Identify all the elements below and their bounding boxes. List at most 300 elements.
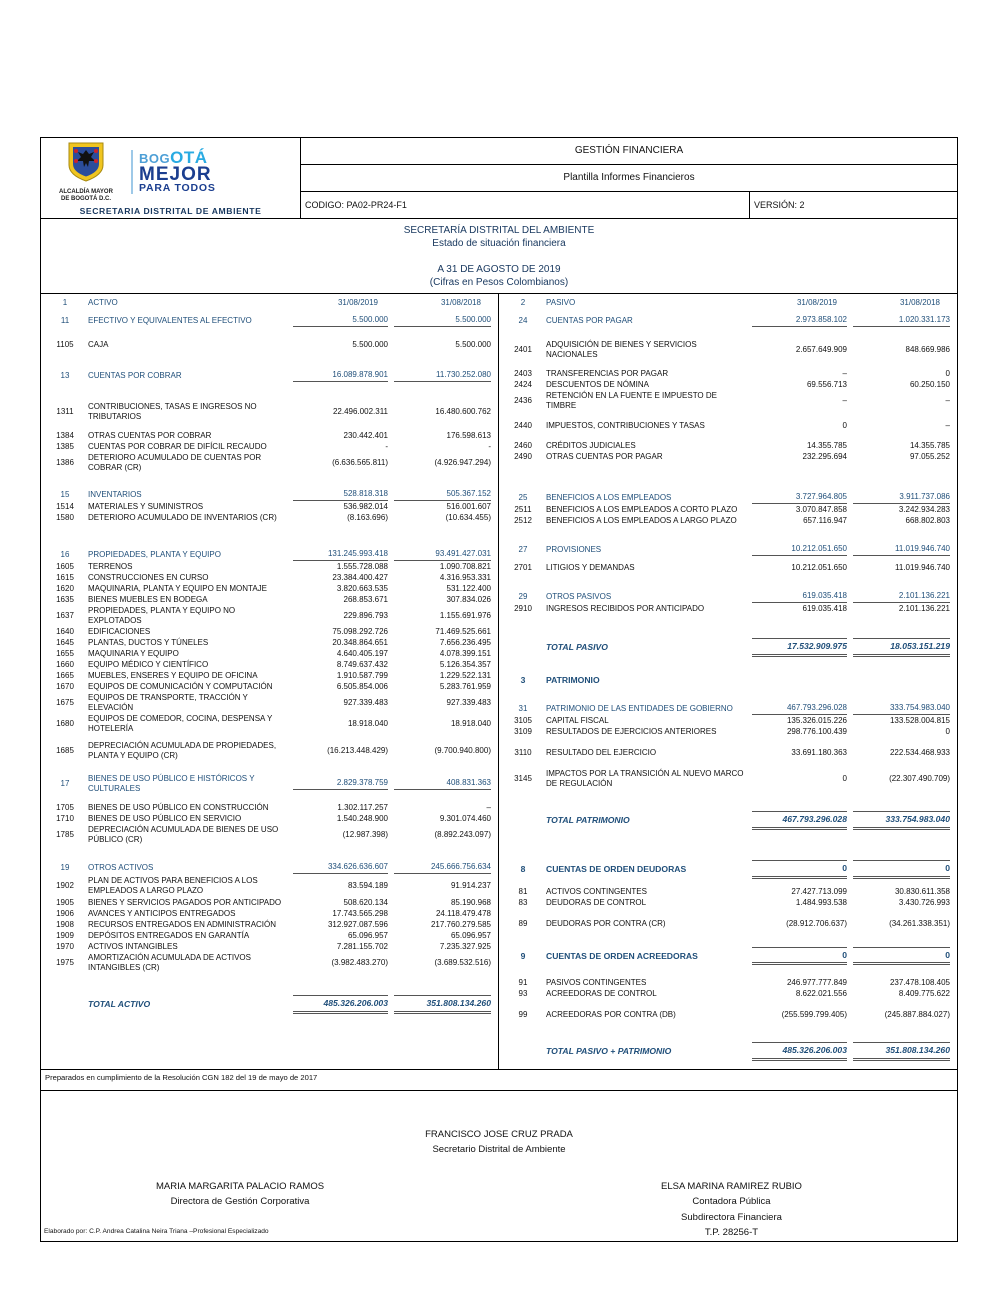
value-2018: 31/08/2018 <box>899 297 940 307</box>
account-code: 2401 <box>514 344 532 354</box>
account-label: ACTIVO <box>88 297 118 307</box>
value-2019: 0 <box>842 774 847 784</box>
table-row <box>48 513 491 523</box>
account-code: 1785 <box>56 829 74 839</box>
activo-column <box>41 294 499 1069</box>
account-label: RESULTADOS DE EJERCICIOS ANTERIORES <box>546 727 717 737</box>
title-entity: SECRETARÍA DISTRITAL DEL AMBIENTE <box>403 224 595 236</box>
account-label: RETENCIÓN EN LA FUENTE E IMPUESTO DE TIMBRE <box>546 390 717 410</box>
value-2018: 133.528.004.815 <box>889 716 950 726</box>
account-label: DEPRECIACIÓN ACUMULADA DE BIENES DE USO PÚBLICO (CR) <box>88 824 279 844</box>
logo-cell <box>41 138 301 218</box>
account-code: 3110 <box>514 748 532 758</box>
account-label: ADQUISICIÓN DE BIENES Y SERVICIOS NACIONALES <box>546 339 697 359</box>
value-2018: 7.235.327.925 <box>439 941 491 951</box>
value-2018: 5.500.000 <box>455 339 491 349</box>
value-2018: (4.926.947.294) <box>434 457 491 467</box>
account-code: 11 <box>60 315 70 325</box>
account-label: BENEFICIOS A LOS EMPLEADOS <box>546 492 672 502</box>
value-2019: 20.348.864.651 <box>332 637 388 647</box>
account-label: EQUIPOS DE COMEDOR, COCINA, DESPENSA Y HOTELERÍA <box>88 713 273 733</box>
table-row <box>48 693 491 713</box>
table-row <box>48 909 491 919</box>
table-row <box>48 803 491 813</box>
account-code: 16 <box>60 549 70 559</box>
statement-title-block <box>41 219 957 294</box>
table-row <box>48 825 491 845</box>
table-row <box>48 442 491 452</box>
account-code: 1615 <box>56 572 74 582</box>
account-code: 2460 <box>514 440 532 450</box>
value-2019: 657.116.947 <box>803 515 847 525</box>
account-code: 1514 <box>56 501 74 511</box>
alcaldia-logo <box>47 141 125 203</box>
table-row <box>48 920 491 930</box>
table-row <box>48 638 491 648</box>
account-code: 1902 <box>56 880 74 890</box>
account-label: EQUIPOS DE COMUNICACIÓN Y COMPUTACIÓN <box>88 681 273 691</box>
account-code: 2424 <box>514 379 532 389</box>
value-2019: 8.622.021.556 <box>795 989 847 999</box>
pasivo-column <box>499 294 957 1069</box>
value-2018: 307.834.026 <box>446 594 491 604</box>
table-row <box>506 505 950 515</box>
value-2019: (6.636.565.811) <box>332 457 388 467</box>
account-code: 1311 <box>56 406 74 416</box>
form-header <box>41 138 957 219</box>
table-row <box>506 340 950 360</box>
value-2019: 1.555.728.088 <box>336 561 388 571</box>
value-2018: 8.409.775.622 <box>898 989 950 999</box>
account-label: CAJA <box>88 339 109 349</box>
value-2019: 230.442.401 <box>343 430 388 440</box>
value-2019: 528.818.318 <box>293 489 388 501</box>
value-2018: 848.669.986 <box>905 344 950 354</box>
account-code: 1620 <box>56 583 74 593</box>
account-label: TERRENOS <box>88 561 133 571</box>
value-2018: (34.261.338.351) <box>889 918 950 928</box>
value-2018: 505.367.152 <box>394 489 491 501</box>
signature-role: T.P. 28256-T <box>704 1226 759 1238</box>
table-row <box>48 595 491 605</box>
table-row <box>48 549 491 561</box>
value-2019: 135.326.015.226 <box>786 716 847 726</box>
value-2019: 467.793.296.028 <box>752 703 847 715</box>
account-code: 2512 <box>514 515 532 525</box>
value-2019: 2.829.378.759 <box>293 778 388 790</box>
account-code: 29 <box>518 591 528 601</box>
account-label: PASIVOS CONTINGENTES <box>546 978 647 988</box>
value-2019: – <box>842 368 847 378</box>
value-2019: (16.213.448.429) <box>327 745 388 755</box>
value-2018: 2.101.136.221 <box>853 591 950 603</box>
table-row <box>48 370 491 382</box>
value-2018: 333.754.983.040 <box>853 703 950 715</box>
statement-body <box>41 294 957 1069</box>
value-2018: – <box>945 395 950 405</box>
value-2018: 3.911.737.086 <box>853 492 950 504</box>
value-2018: 65.096.957 <box>450 930 491 940</box>
table-row <box>506 887 950 897</box>
account-label: EQUIPO MÉDICO Y CIENTÍFICO <box>88 659 209 669</box>
table-row <box>506 978 950 988</box>
table-row <box>506 638 950 657</box>
table-row <box>506 860 950 879</box>
account-code: 3109 <box>514 727 532 737</box>
value-2019: 536.982.014 <box>343 501 388 511</box>
account-code: 1909 <box>56 930 74 940</box>
value-2018: 217.760.279.585 <box>430 919 491 929</box>
table-row <box>48 953 491 973</box>
signature-secretario <box>425 1127 573 1157</box>
value-2019: (8.163.696) <box>347 512 388 522</box>
table-row <box>506 1010 950 1020</box>
value-2019: 75.098.292.726 <box>332 626 388 636</box>
value-2019: 31/08/2019 <box>337 297 378 307</box>
header-plantilla: Plantilla Informes Financieros <box>301 165 957 192</box>
account-label: BIENES MUEBLES EN BODEGA <box>88 594 208 604</box>
value-2019: 14.355.785 <box>806 440 847 450</box>
value-2019: 17.743.565.298 <box>332 908 388 918</box>
value-2018: 4.316.953.331 <box>439 572 491 582</box>
account-label: MAQUINARIA Y EQUIPO <box>88 648 179 658</box>
value-2019: 485.326.206.003 <box>752 1042 847 1061</box>
value-2019: 619.035.418 <box>802 603 847 613</box>
value-2018: 85.190.968 <box>450 897 491 907</box>
brand-para-todos: PARA TODOS <box>139 182 216 194</box>
value-2018: 5.283.761.959 <box>439 681 491 691</box>
value-2018: 0 <box>853 947 950 966</box>
account-code: 93 <box>518 989 528 999</box>
account-code: 1710 <box>56 813 74 823</box>
value-2019: 4.640.405.197 <box>336 648 388 658</box>
value-2019: 0 <box>752 947 847 966</box>
value-2019: (3.982.483.270) <box>331 957 388 967</box>
account-code: 13 <box>60 370 70 380</box>
account-label: TRANSFERENCIAS POR PAGAR <box>546 368 669 378</box>
value-2019: 1.540.248.900 <box>336 813 388 823</box>
value-2019: 268.853.671 <box>343 594 388 604</box>
account-label: PATRIMONIO DE LAS ENTIDADES DE GOBIERNO <box>546 704 733 714</box>
signature-name: FRANCISCO JOSE CRUZ PRADA <box>425 1129 573 1141</box>
value-2019: 18.918.040 <box>347 718 388 728</box>
header-gestion-financiera: GESTIÓN FINANCIERA <box>301 138 957 165</box>
value-2019: 1.302.117.257 <box>337 802 388 812</box>
value-2019: 246.977.777.849 <box>786 978 847 988</box>
table-row <box>506 1042 950 1061</box>
account-code: 1905 <box>56 897 74 907</box>
brand-ota: OTÁ <box>170 147 208 167</box>
value-2018: – <box>486 802 491 812</box>
value-2019: 65.096.957 <box>347 930 388 940</box>
entity-name: SECRETARIA DISTRITAL DE AMBIENTE <box>79 205 262 216</box>
table-row <box>506 421 950 431</box>
value-2019: 33.691.180.363 <box>791 748 847 758</box>
value-2018: (10.634.455) <box>445 512 491 522</box>
value-2018: 516.001.607 <box>446 501 491 511</box>
table-row <box>506 703 950 715</box>
account-label: CRÉDITOS JUDICIALES <box>546 440 636 450</box>
value-2018: 1.155.691.976 <box>439 610 491 620</box>
table-row <box>48 862 491 874</box>
value-2018: 668.802.803 <box>905 515 950 525</box>
value-2018: 24.118.479.478 <box>435 908 491 918</box>
value-2019: 3.727.964.805 <box>752 492 847 504</box>
signature-name: MARIA MARGARITA PALACIO RAMOS <box>156 1181 325 1193</box>
table-row <box>48 774 491 794</box>
table-row <box>506 315 950 327</box>
table-row <box>48 298 491 308</box>
value-2019: 2.973.858.102 <box>752 315 847 327</box>
value-2019: 298.776.100.439 <box>786 727 847 737</box>
account-code: 81 <box>518 886 528 896</box>
table-row <box>506 492 950 504</box>
value-2019: 232.295.694 <box>802 451 847 461</box>
compliance-footnote: Preparados en cumplimiento de la Resolución CGN 182 del 19 de mayo de 2017 <box>41 1069 957 1091</box>
table-row <box>48 671 491 681</box>
value-2018: (22.307.490.709) <box>889 774 950 784</box>
signature-directora <box>156 1179 324 1209</box>
value-2018: 18.918.040 <box>450 718 491 728</box>
table-row <box>506 748 950 758</box>
alcaldia-line2: DE BOGOTÁ D.C. <box>60 195 111 202</box>
table-row <box>506 380 950 390</box>
account-label: CUENTAS DE ORDEN DEUDORAS <box>546 863 687 874</box>
table-row <box>506 563 950 573</box>
value-2018: (3.689.532.516) <box>434 957 491 967</box>
account-label: DEUDORAS POR CONTRA (CR) <box>546 918 666 928</box>
account-label: BIENES DE USO PÚBLICO EN CONSTRUCCIÓN <box>88 802 269 812</box>
value-2019: 312.927.087.596 <box>327 919 388 929</box>
table-row <box>506 716 950 726</box>
account-label: IMPACTOS POR LA TRANSICIÓN AL NUEVO MARCO DE REGULACIÓN <box>546 769 744 789</box>
signature-role: Directora de Gestión Corporativa <box>170 1196 310 1208</box>
table-row <box>48 340 491 350</box>
brand-bog: BOG <box>139 150 171 166</box>
value-2019: 927.339.483 <box>343 697 388 707</box>
value-2018: 5.126.354.357 <box>439 659 491 669</box>
account-code: 2490 <box>514 451 532 461</box>
value-2018: 7.656.236.495 <box>439 637 491 647</box>
title-statement: Estado de situación financiera <box>432 238 566 250</box>
value-2019: 1.484.993.538 <box>795 897 847 907</box>
account-code: 1605 <box>56 561 74 571</box>
account-code: 31 <box>518 704 528 714</box>
value-2019: 27.427.713.099 <box>791 886 847 896</box>
value-2018: 4.078.399.151 <box>439 648 491 658</box>
account-code: 1665 <box>56 670 74 680</box>
account-label: RESULTADO DEL EJERCICIO <box>546 748 657 758</box>
value-2018: 5.500.000 <box>394 315 491 327</box>
account-label: IMPUESTOS, CONTRIBUCIONES Y TASAS <box>546 420 705 430</box>
value-2019: (255.599.799.405) <box>781 1010 847 1020</box>
table-row <box>506 675 950 686</box>
account-label: MUEBLES, ENSERES Y EQUIPO DE OFICINA <box>88 670 258 680</box>
table-row <box>48 898 491 908</box>
table-row <box>48 660 491 670</box>
account-label: DETERIORO ACUMULADO DE CUENTAS POR COBRAR (CR) <box>88 452 262 472</box>
value-2018: 1.229.522.131 <box>439 670 491 680</box>
value-2018: 30.830.611.358 <box>894 886 950 896</box>
account-code: 1580 <box>56 512 74 522</box>
account-code: 1675 <box>56 697 74 707</box>
table-row <box>48 627 491 637</box>
value-2018: – <box>945 420 950 430</box>
account-code: 1970 <box>56 941 74 951</box>
table-row <box>506 544 950 556</box>
account-label: EQUIPOS DE TRANSPORTE, TRACCIÓN Y ELEVACIÓN <box>88 692 248 712</box>
account-label: BIENES DE USO PÚBLICO EN SERVICIO <box>88 813 242 823</box>
value-2018: 408.831.363 <box>394 778 491 790</box>
value-2018: 18.053.151.219 <box>853 638 950 657</box>
account-label: MAQUINARIA, PLANTA Y EQUIPO EN MONTAJE <box>88 583 267 593</box>
account-code: 1660 <box>56 659 74 669</box>
account-code: 2910 <box>514 603 532 613</box>
account-code: 3145 <box>514 774 532 784</box>
account-code: 89 <box>518 918 528 928</box>
brand-mejor: MEJOR <box>139 163 212 185</box>
value-2018: 351.808.134.260 <box>853 1042 950 1061</box>
table-row <box>48 876 491 896</box>
value-2018: 176.598.613 <box>446 430 491 440</box>
table-row <box>506 591 950 603</box>
account-label: DEUDORAS DE CONTROL <box>546 897 647 907</box>
value-2018: 2.101.136.221 <box>898 603 950 613</box>
account-label: DETERIORO ACUMULADO DE INVENTARIOS (CR) <box>88 512 277 522</box>
account-code: 1670 <box>56 681 74 691</box>
value-2019: 485.326.206.003 <box>293 995 388 1014</box>
account-label: DEPÓSITOS ENTREGADOS EN GARANTÍA <box>88 930 250 940</box>
value-2018: 222.534.468.933 <box>889 748 950 758</box>
account-code: 25 <box>518 492 528 502</box>
value-2019: 619.035.418 <box>752 591 847 603</box>
value-2019: 17.532.909.975 <box>752 638 847 657</box>
table-row <box>506 947 950 966</box>
signature-name: ELSA MARINA RAMIREZ RUBIO <box>661 1181 802 1193</box>
value-2018: (9.700.940.800) <box>434 745 491 755</box>
account-code: 24 <box>518 315 528 325</box>
table-row <box>506 604 950 614</box>
table-row <box>506 369 950 379</box>
value-2018: 60.250.150 <box>909 379 950 389</box>
value-2019: 31/08/2019 <box>796 297 837 307</box>
value-2018: 11.730.252.080 <box>394 370 491 382</box>
table-row <box>48 931 491 941</box>
table-row <box>506 298 950 308</box>
value-2019: 508.620.134 <box>343 897 388 907</box>
alcaldia-line1: ALCALDÍA MAYOR <box>59 189 113 195</box>
value-2018: 1.090.708.821 <box>439 561 491 571</box>
value-2018: 71.469.525.661 <box>435 626 491 636</box>
table-row <box>48 995 491 1014</box>
account-label: RECURSOS ENTREGADOS EN ADMINISTRACIÓN <box>88 919 277 929</box>
account-label: TOTAL PASIVO + PATRIMONIO <box>546 1046 672 1057</box>
account-code: 1685 <box>56 745 74 755</box>
account-label: CONSTRUCCIONES EN CURSO <box>88 572 209 582</box>
value-2018: (8.892.243.097) <box>434 829 491 839</box>
header-version: VERSIÓN: 2 <box>749 192 957 218</box>
value-2018: 14.355.785 <box>909 440 950 450</box>
table-row <box>48 431 491 441</box>
account-label: CAPITAL FISCAL <box>546 716 609 726</box>
account-label: DESCUENTOS DE NÓMINA <box>546 379 649 389</box>
account-label: ACTIVOS CONTINGENTES <box>546 886 647 896</box>
value-2019: 23.384.400.427 <box>332 572 388 582</box>
value-2019: 0 <box>842 420 847 430</box>
table-row <box>48 315 491 327</box>
table-row <box>506 441 950 451</box>
account-label: TOTAL PASIVO <box>546 641 608 652</box>
table-row <box>48 584 491 594</box>
financial-statement-form <box>40 137 958 1242</box>
account-code: 1 <box>62 297 68 307</box>
account-label: DEPRECIACIÓN ACUMULADA DE PROPIEDADES, PLANTA Y EQUIPO (CR) <box>88 740 277 760</box>
account-label: CUENTAS POR COBRAR <box>88 370 182 380</box>
value-2018: 927.339.483 <box>446 697 491 707</box>
account-label: TOTAL ACTIVO <box>88 998 151 1009</box>
value-2019: 2.657.649.909 <box>795 344 847 354</box>
account-label: OTRAS CUENTAS POR COBRAR <box>88 430 212 440</box>
table-row <box>506 898 950 908</box>
value-2018: 0 <box>853 860 950 879</box>
account-label: PASIVO <box>546 297 576 307</box>
signature-contadora <box>661 1179 802 1240</box>
account-label: EFECTIVO Y EQUIVALENTES AL EFECTIVO <box>88 315 252 325</box>
account-label: TOTAL PATRIMONIO <box>546 815 630 826</box>
value-2019: 3.820.663.535 <box>336 583 388 593</box>
table-row <box>48 714 491 734</box>
value-2018: 3.242.934.283 <box>898 504 950 514</box>
account-code: 8 <box>520 863 526 874</box>
value-2019: 6.505.854.006 <box>336 681 388 691</box>
value-2019: 10.212.051.650 <box>791 562 847 572</box>
value-2019: – <box>842 395 847 405</box>
value-2018: 351.808.134.260 <box>394 995 491 1014</box>
table-row <box>48 814 491 824</box>
table-row <box>48 402 491 422</box>
account-code: 1635 <box>56 594 74 604</box>
account-code: 17 <box>60 778 70 788</box>
signature-role: Secretario Distrital de Ambiente <box>432 1144 566 1156</box>
account-label: AVANCES Y ANTICIPOS ENTREGADOS <box>88 908 236 918</box>
account-code: 99 <box>518 1010 528 1020</box>
account-code: 2440 <box>514 420 532 430</box>
account-label: ACREEDORAS POR CONTRA (DB) <box>546 1010 676 1020</box>
account-label: BENEFICIOS A LOS EMPLEADOS A CORTO PLAZO <box>546 504 738 514</box>
value-2019: 10.212.051.650 <box>752 544 847 556</box>
logo-divider <box>131 150 133 194</box>
bogota-mejor-logo <box>139 147 216 194</box>
value-2019: 131.245.993.418 <box>293 549 388 561</box>
account-code: 1975 <box>56 957 74 967</box>
title-currency-note: (Cifras en Pesos Colombianos) <box>429 277 569 289</box>
table-row <box>506 391 950 411</box>
value-2019: 0 <box>752 860 847 879</box>
value-2018: 97.055.252 <box>909 451 950 461</box>
signature-role: Subdirectora Financiera <box>681 1211 782 1223</box>
account-code: 3 <box>520 674 526 685</box>
account-label: EDIFICACIONES <box>88 626 151 636</box>
table-row <box>48 453 491 473</box>
table-row <box>48 649 491 659</box>
value-2018: - <box>488 441 491 451</box>
value-2018: 245.666.756.634 <box>394 862 491 874</box>
table-row <box>506 769 950 789</box>
value-2019: 229.896.793 <box>343 610 388 620</box>
account-code: 15 <box>60 489 70 499</box>
value-2018: 9.301.074.460 <box>439 813 491 823</box>
account-code: 91 <box>518 978 528 988</box>
